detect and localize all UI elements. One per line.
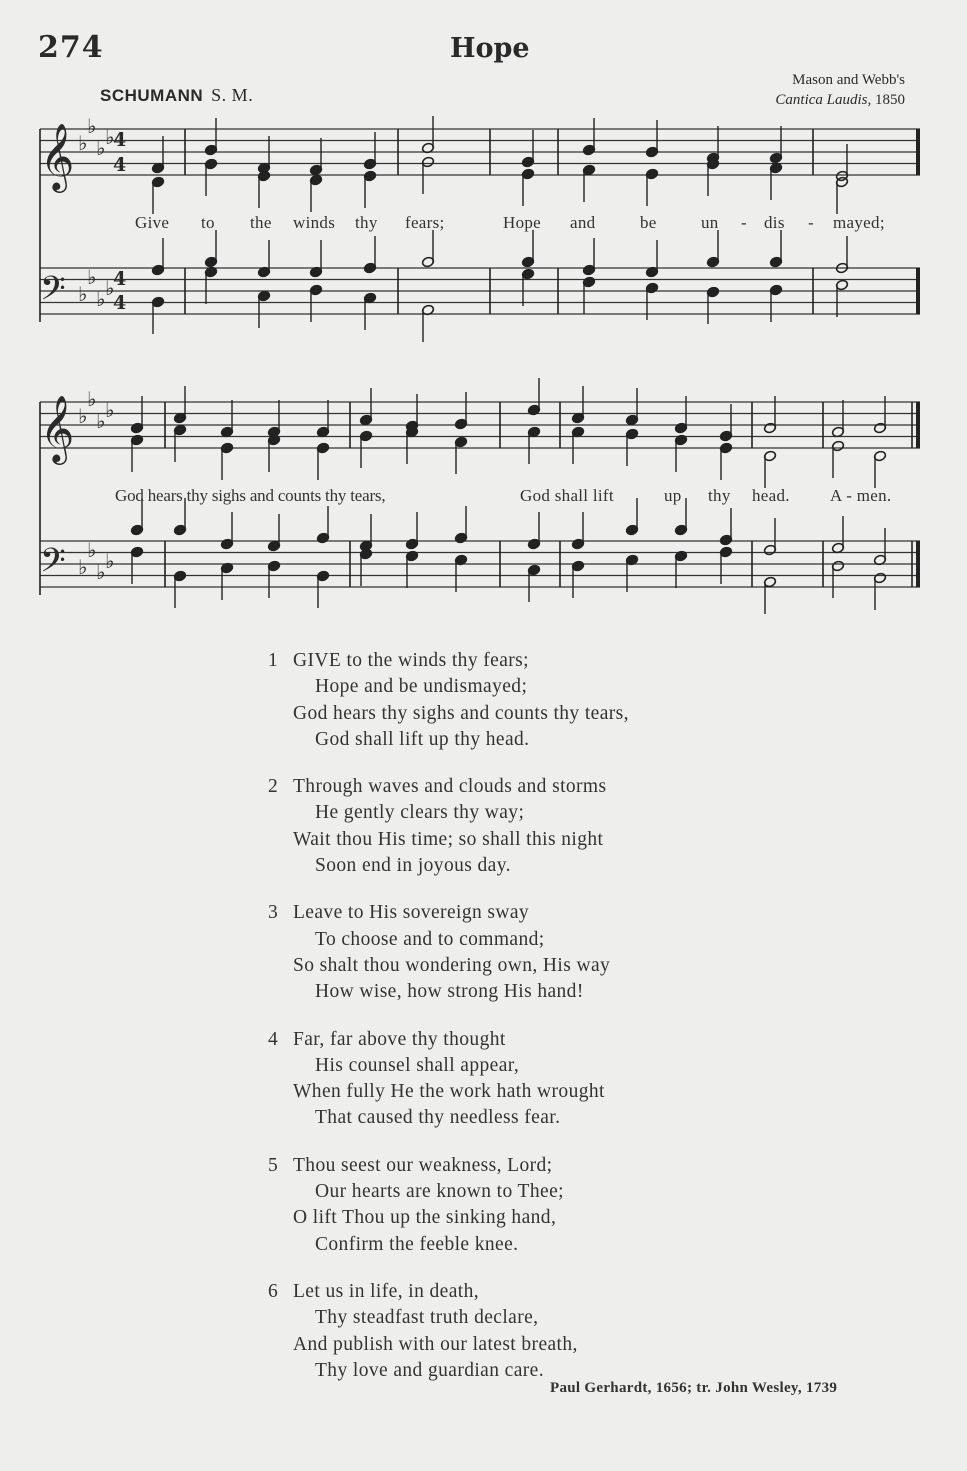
page-number: 274 [38, 30, 104, 65]
verse-line: God shall lift up thy head. [315, 728, 530, 750]
lyric-syllable: to [201, 213, 215, 232]
time-signature-top: 4 [113, 268, 127, 290]
verse-line: O lift Thou up the sinking hand, [293, 1207, 557, 1229]
lyric-phrase: God hears thy sighs and counts thy tears, [115, 486, 386, 505]
lyric-syllable: Give [135, 213, 170, 232]
composer-source: Cantica Laudis, [775, 92, 872, 108]
treble-clef-icon: 𝄞 [40, 394, 75, 462]
time-signature-bottom: 4 [113, 292, 127, 314]
lyric-syllable: Hope [503, 213, 542, 232]
verse-line: Wait thou His time; so shall this night [293, 828, 604, 850]
flat-icon: ♭ [105, 398, 115, 422]
time-signature-top: 4 [113, 129, 127, 151]
lyric-syllable: dis [764, 213, 785, 232]
flat-icon: ♭ [105, 276, 115, 300]
composer-line: Mason and Webb's [792, 72, 905, 88]
barlines [40, 129, 918, 595]
lyric-syllable: un [701, 213, 719, 232]
meter: S. M. [211, 85, 254, 105]
flat-icon: ♭ [96, 560, 106, 584]
verse-line-text: Far, far above thy thought [293, 1028, 506, 1050]
verse-line: God hears thy sighs and counts thy tears, [293, 702, 629, 724]
verse-number: 5 [268, 1154, 279, 1176]
attribution: Paul Gerhardt, 1656; tr. John Wesley, 1739 [550, 1380, 838, 1396]
lyric-syllable: and [570, 213, 596, 232]
key-signatures [78, 114, 114, 584]
verse-line [268, 900, 768, 926]
flat-icon: ♭ [96, 136, 106, 160]
time-signatures [113, 129, 126, 314]
staff-lines [40, 129, 920, 587]
lyric-syllable: A - men. [830, 486, 892, 505]
lyric-syllable: head. [752, 486, 790, 505]
verse-line: That caused thy needless fear. [315, 1107, 561, 1129]
hymn-title: Hope [450, 33, 530, 64]
lyric-syllable: up [664, 486, 682, 505]
verse-line: He gently clears thy way; [315, 802, 525, 824]
verse-line: His counsel shall appear, [315, 1054, 520, 1076]
verse-line: Soon end in joyous day. [315, 855, 511, 877]
flat-icon: ♭ [78, 131, 88, 155]
verse-3 [268, 900, 768, 1005]
verse-number: 2 [268, 776, 279, 798]
flat-icon: ♭ [96, 287, 106, 311]
verse-line: So shalt thou wondering own, His way [293, 954, 611, 976]
verse-line: Confirm the feeble knee. [315, 1233, 519, 1255]
flat-icon: ♭ [105, 125, 115, 149]
verse-number: 1 [268, 650, 279, 671]
verse-line-text: Through waves and clouds and storms [293, 776, 607, 798]
lyric-syllable: thy [355, 213, 378, 232]
flat-icon: ♭ [87, 538, 97, 562]
verse-line: Thy love and guardian care. [315, 1359, 544, 1381]
lyric-syllable: fears; [405, 213, 445, 232]
flat-icon: ♭ [87, 265, 97, 289]
flat-icon: ♭ [105, 549, 115, 573]
verse-line: Thy steadfast truth declare, [315, 1307, 539, 1329]
verse-line: Hope and be undismayed; [315, 676, 528, 698]
treble-clef-icon: 𝄞 [40, 122, 75, 190]
verse-line [268, 1279, 768, 1305]
verse-line-text: Thou seest our weakness, Lord; [293, 1154, 553, 1176]
lyric-phrase: God shall lift [520, 486, 614, 505]
verse-6 [268, 1279, 768, 1384]
music-score [0, 0, 967, 640]
lyric-syllable: - [741, 213, 747, 232]
lyric-syllable: thy [708, 486, 731, 505]
verse-number: 3 [268, 902, 279, 924]
lyric-syllable: be [640, 213, 657, 232]
verse-line [268, 774, 768, 800]
time-signature-bottom: 4 [113, 154, 127, 176]
flat-icon: ♭ [96, 409, 106, 433]
clefs [40, 122, 74, 588]
verse-line: To choose and to command; [315, 928, 545, 950]
lyric-syllable: the [250, 213, 272, 232]
notes [130, 116, 886, 614]
verse-line [268, 1027, 768, 1053]
lyric-syllable: mayed; [833, 213, 885, 232]
verses [268, 648, 768, 1405]
verse-line-text: Leave to His sovereign sway [293, 902, 530, 924]
verse-1 [268, 648, 768, 753]
flat-icon: ♭ [78, 404, 88, 428]
bass-clef-icon: 𝄢 [40, 542, 66, 588]
verse-number: 4 [268, 1028, 279, 1050]
flat-icon: ♭ [78, 282, 88, 306]
verse-line: How wise, how strong His hand! [315, 981, 584, 1003]
verse-line [268, 648, 768, 674]
verse-line: Our hearts are known to Thee; [315, 1181, 564, 1203]
verse-line-text: GIVE to the winds thy fears; [293, 650, 529, 671]
lyric-syllable: - [808, 213, 814, 232]
verse-number: 6 [268, 1280, 279, 1302]
verse-line-text: Let us in life, in death, [293, 1280, 479, 1302]
flat-icon: ♭ [87, 387, 97, 411]
flat-icon: ♭ [87, 114, 97, 138]
verse-5 [268, 1153, 768, 1258]
composer-year: 1850 [875, 92, 905, 108]
verse-line: When fully He the work hath wrought [293, 1081, 605, 1103]
lyric-syllable: winds [293, 213, 336, 232]
verse-line [268, 1153, 768, 1179]
verse-4 [268, 1027, 768, 1132]
tune-name-label: SCHUMANN [100, 86, 204, 105]
verse-line: And publish with our latest breath, [293, 1333, 578, 1355]
flat-icon: ♭ [78, 555, 88, 579]
bass-clef-icon: 𝄢 [40, 270, 66, 316]
verse-2 [268, 774, 768, 879]
